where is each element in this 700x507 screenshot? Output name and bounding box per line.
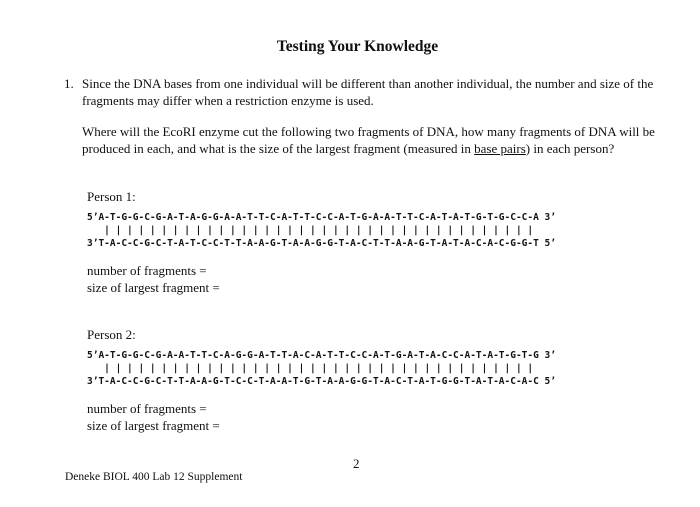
person1-base-pair-bonds: | | | | | | | | | | | | | | | | | | | | | | | | | | | | | | | | | | | | | | — [87, 225, 534, 236]
prompt-text-before: Where will the EcoRI enzyme cut the following two fragments of DNA, how many fragments of DNA will be produced in each, and what is the size of the largest fragment (measured in — [82, 124, 655, 156]
person1-number-of-fragments: number of fragments = — [87, 263, 207, 278]
person2-bottom-strand: 3’T-A-C-C-G-C-T-T-A-A-G-T-C-C-T-A-A-T-G-T-A-A-G-G-T-A-C-T-A-T-G-G-T-A-T-A-C-A-C 5’ — [87, 376, 556, 387]
person2-size-of-largest-fragment: size of largest fragment = — [87, 418, 220, 433]
question-number: 1. — [64, 76, 74, 91]
question-prompt — [82, 124, 657, 157]
page-title: Testing Your Knowledge — [276, 38, 439, 55]
page-number: 2 — [353, 456, 360, 471]
person1-bottom-strand: 3’T-A-C-C-G-C-T-A-T-C-C-T-T-A-A-G-T-A-A-G-G-T-A-C-T-T-A-A-G-T-A-T-A-C-A-C-G-G-T 5’ — [87, 238, 556, 249]
person1-top-strand: 5’A-T-G-G-C-G-A-T-A-G-G-A-A-T-T-C-A-T-T-C-C-A-T-G-A-A-T-T-C-A-T-A-T-G-T-G-C-C-A 3’ — [87, 212, 556, 223]
person1-label: Person 1: — [87, 189, 136, 204]
question-intro: Since the DNA bases from one individual will be different than another individual, the number and size of the fragments may differ when a restriction enzyme is used. — [82, 76, 654, 108]
person2-label: Person 2: — [87, 327, 136, 342]
person2-top-strand: 5’A-T-G-G-C-G-A-A-T-T-C-A-G-G-A-T-T-A-C-A-T-T-C-C-A-T-G-A-T-A-C-C-A-T-A-T-G-T-G 3’ — [87, 350, 556, 361]
prompt-underlined-term: base pairs — [474, 140, 526, 156]
page-footer: Deneke BIOL 400 Lab 12 Supplement — [65, 471, 243, 483]
prompt-text-after: ) in each person? — [525, 140, 615, 156]
person1-size-of-largest-fragment: size of largest fragment = — [87, 280, 220, 295]
person2-base-pair-bonds: | | | | | | | | | | | | | | | | | | | | | | | | | | | | | | | | | | | | | | — [87, 363, 534, 374]
person2-number-of-fragments: number of fragments = — [87, 401, 207, 416]
